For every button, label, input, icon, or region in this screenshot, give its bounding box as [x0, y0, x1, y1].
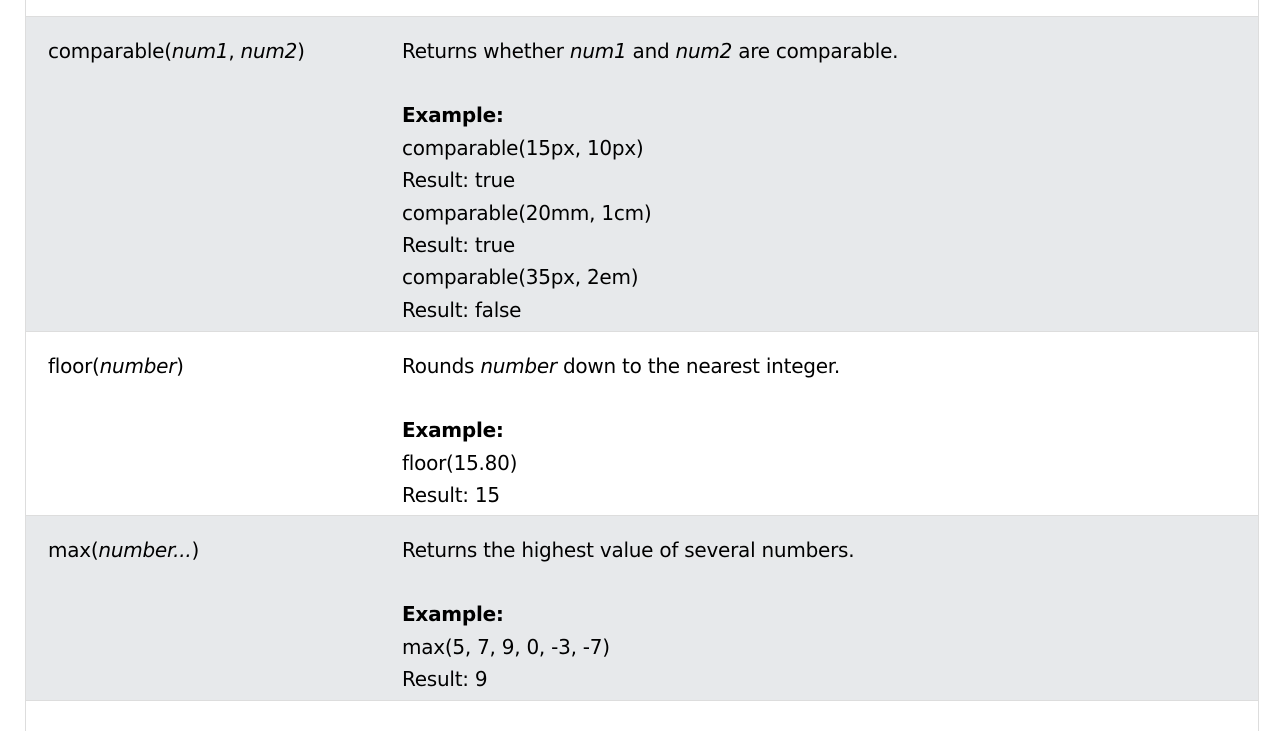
table-row	[26, 17, 1258, 332]
description-text: are comparable.	[732, 39, 899, 63]
example-line: comparable(35px, 2em)	[402, 265, 639, 290]
function-arg-separator: ,	[228, 39, 241, 63]
example-line: Result: 15	[402, 483, 500, 508]
description-text: Rounds	[402, 354, 481, 378]
description-text: down to the nearest integer.	[556, 354, 840, 378]
description-text: Returns the highest value of several numbers.	[402, 538, 855, 562]
function-signature	[26, 516, 380, 700]
function-close-paren: )	[297, 39, 305, 63]
example-label: Example:	[402, 103, 504, 128]
functions-table	[25, 0, 1259, 731]
example-line: comparable(20mm, 1cm)	[402, 200, 652, 225]
example-label: Example:	[402, 602, 504, 627]
function-name: floor(	[48, 354, 100, 378]
table-row	[26, 516, 1258, 701]
example-line: Result: true	[402, 168, 515, 193]
description-text: and	[626, 39, 676, 63]
description-arg: number	[480, 354, 557, 378]
example-label: Example:	[402, 418, 504, 443]
description-text: Returns whether	[402, 39, 570, 63]
function-arg: number...	[98, 538, 192, 562]
example-line: Result: 9	[402, 667, 488, 692]
function-arg: num1	[171, 39, 229, 63]
example-line: Result: true	[402, 233, 515, 258]
function-description-cell	[380, 17, 1258, 331]
function-arg: num2	[240, 39, 298, 63]
function-description	[402, 534, 1258, 566]
function-description-cell	[380, 516, 1258, 700]
example-line: max(5, 7, 9, 0, -3, -7)	[402, 634, 610, 659]
function-arg: number	[99, 354, 177, 378]
function-signature	[26, 332, 380, 515]
example-line: floor(15.80)	[402, 450, 518, 475]
example-line: Result: false	[402, 297, 522, 322]
function-description	[402, 350, 1258, 382]
function-signature	[26, 17, 380, 331]
function-name: comparable(	[48, 39, 172, 63]
function-close-paren: )	[191, 538, 199, 562]
table-row	[26, 332, 1258, 516]
function-close-paren: )	[176, 354, 184, 378]
example-line: comparable(15px, 10px)	[402, 135, 644, 160]
table-row-partial-bottom	[26, 701, 1258, 731]
table-row-partial-top	[26, 0, 1258, 17]
description-arg: num1	[569, 39, 627, 63]
description-arg: num2	[675, 39, 733, 63]
function-description	[402, 35, 1258, 67]
function-description-cell	[380, 332, 1258, 515]
function-name: max(	[48, 538, 99, 562]
